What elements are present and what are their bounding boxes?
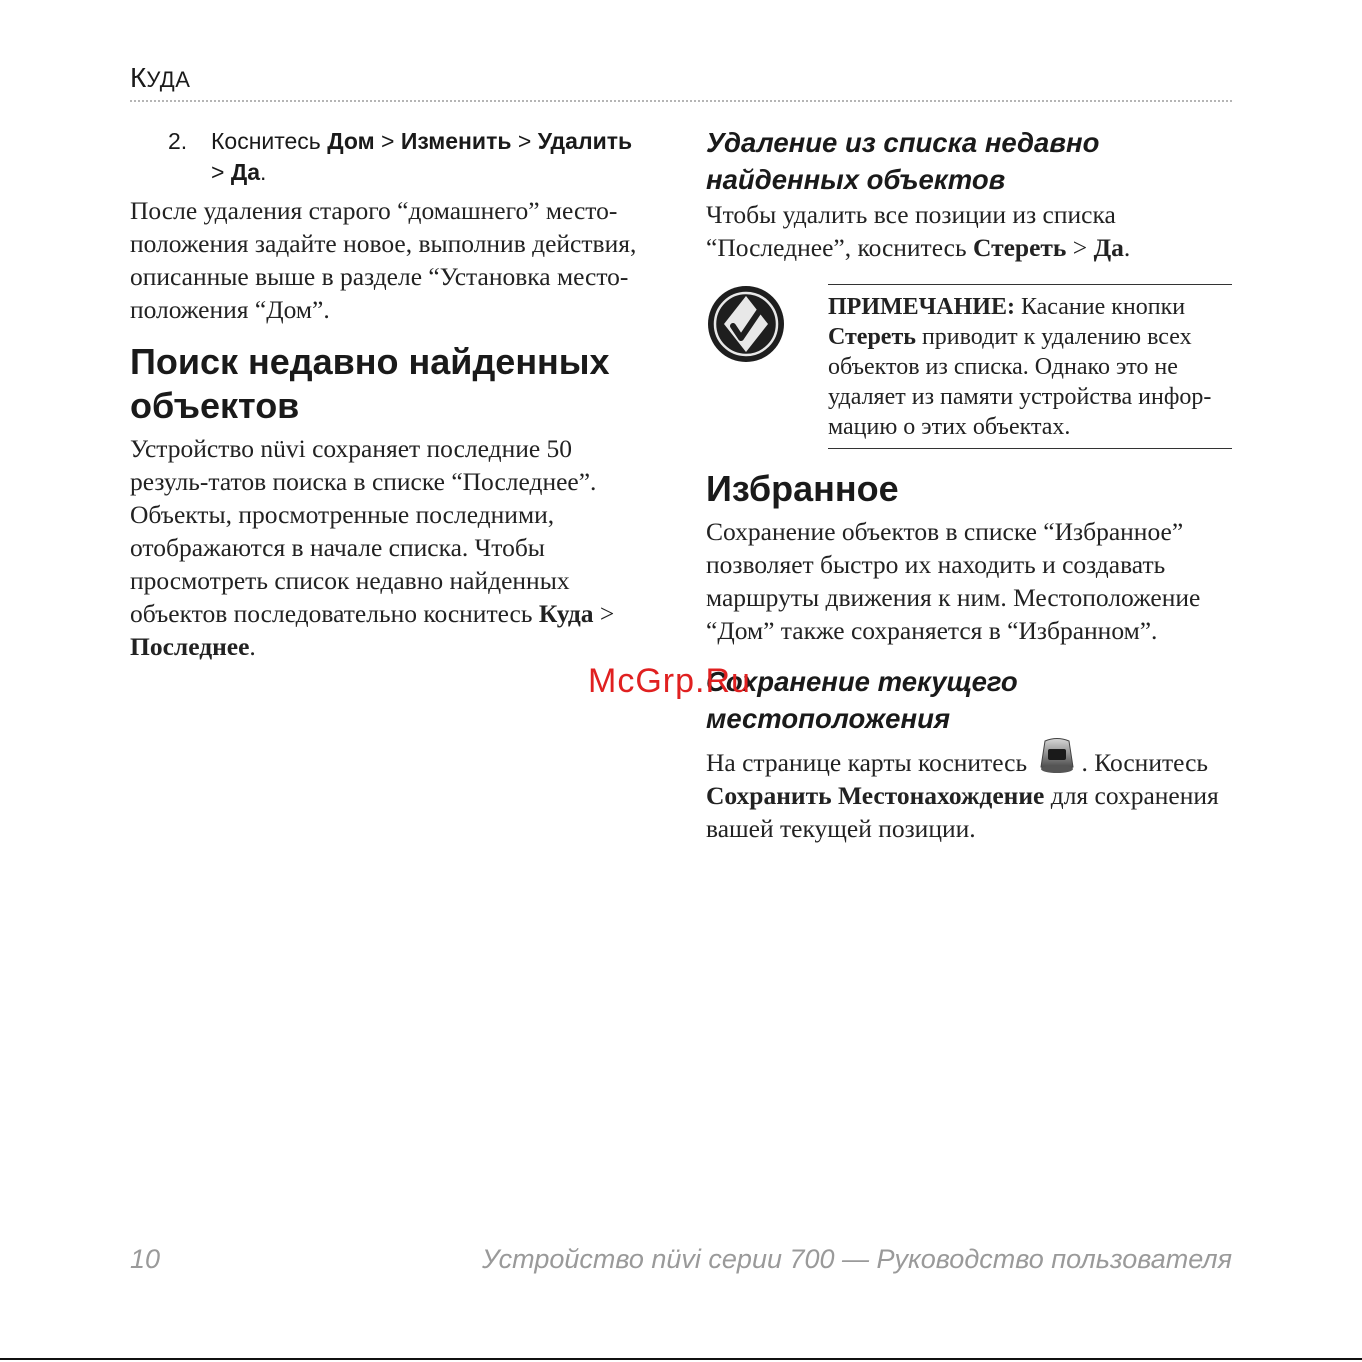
bottom-border xyxy=(0,1358,1362,1360)
step-edit: Изменить xyxy=(400,128,512,154)
recent-term: Последнее xyxy=(130,632,250,661)
header-rest: УДА xyxy=(146,67,191,92)
step-home: Дом xyxy=(327,128,375,154)
favorites-paragraph: Сохранение объектов в списке “Избранное” позволяет быстро их находить и создавать маршруты движения к ним. Местоположение “Дом” также сохраняется в “Избранном”. xyxy=(706,517,1201,645)
step-number: 2. xyxy=(168,128,188,154)
where-to-term: Куда xyxy=(538,599,594,628)
clear-recent-heading: Удаление из списка недавно найденных объектов xyxy=(706,127,1100,195)
step-delete: Удалить xyxy=(537,128,633,154)
note-label: ПРИМЕЧАНИЕ: xyxy=(828,294,1015,320)
note-box xyxy=(706,284,1232,449)
clear-recent-paragraph: Чтобы удалить все позиции из списка “Последнее”, коснитесь Стереть > Да. xyxy=(706,200,1131,262)
recent-finds-heading: Поиск недавно найденных объектов xyxy=(130,341,610,426)
step-item xyxy=(168,126,645,188)
yes-term: Да xyxy=(1093,233,1124,262)
save-location-heading: Сохранение текущего местоположения xyxy=(706,666,1018,734)
note-rule-top xyxy=(828,284,1232,285)
home-reset-paragraph: После удаления старого “домашнего” место-положения задайте новое, выполнив действия, описанные выше в разделе “Установка место-положения “Дом”. xyxy=(130,196,637,324)
save-location-term: Сохранить Местонахождение xyxy=(706,781,1045,810)
vehicle-icon xyxy=(1035,737,1079,777)
footer-title: Устройство nüvi серии 700 — Руководство пользователя xyxy=(481,1244,1232,1274)
running-header xyxy=(130,62,1232,94)
clear-term: Стереть xyxy=(972,233,1067,262)
header-cap: К xyxy=(130,62,147,93)
recent-finds-paragraph: Устройство nüvi сохраняет последние 50 резуль-татов поиска в списке “Последнее”. Объекты, просмотренные последними, отображаются в начале списка. Чтобы просмотреть список недавно найденных объектов последовательно коснитесь Куда > Последнее. xyxy=(130,434,615,661)
step-yes: Да xyxy=(230,159,261,185)
save-location-paragraph: На странице карты коснитесь . Коснитесь Сохранить Местонахождение для сохранения вашей текущей позиции. xyxy=(706,737,1232,845)
step-text: Коснитесь Дом > Изменить > Удалить > Да. xyxy=(211,128,633,185)
header-divider xyxy=(130,100,1232,102)
left-column xyxy=(130,120,645,663)
page-number: 10 xyxy=(130,1244,161,1274)
favorites-heading: Избранное xyxy=(706,468,899,509)
note-checkmark-icon xyxy=(706,284,786,364)
right-column xyxy=(706,120,1232,845)
watermark: McGrp.Ru xyxy=(588,662,751,700)
note-clear-term: Стереть xyxy=(828,324,916,350)
note-rule-bottom xyxy=(828,448,1232,449)
note-text: ПРИМЕЧАНИЕ: Касание кнопки Стереть приводит к удалению всех объектов из списка. Однако это не удаляет из памяти устройства инфор-мацию о этих объектах. xyxy=(828,294,1212,440)
